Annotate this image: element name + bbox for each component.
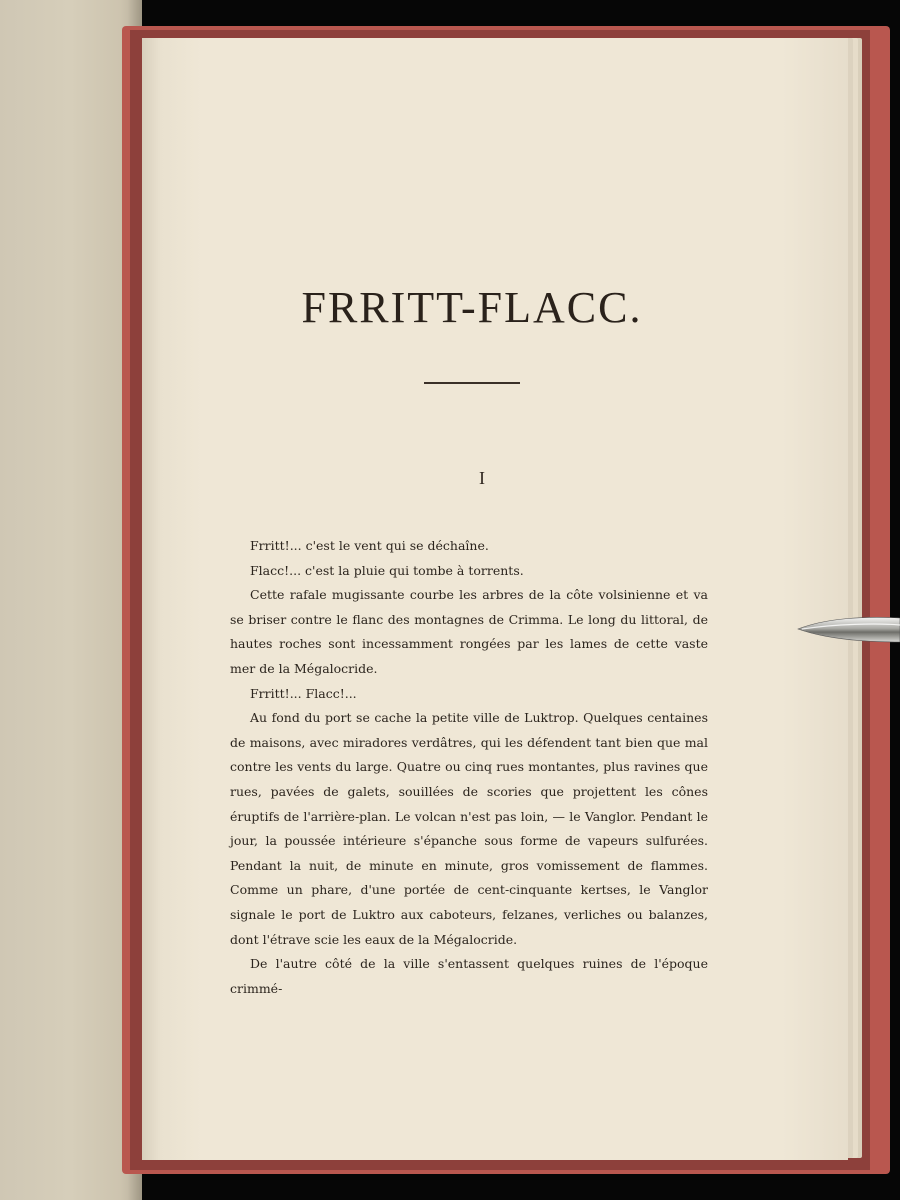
paragraph: Flacc!... c'est la pluie qui tombe à torrents. bbox=[250, 562, 524, 578]
title-rule bbox=[424, 382, 520, 384]
paragraph: De l'autre côté de la ville s'entassent quelques ruines de l'époque crimmé- bbox=[230, 956, 708, 996]
paragraph: Frritt!... c'est le vent qui se déchaîne. bbox=[250, 538, 489, 553]
paragraph: Frritt!... Flacc!... bbox=[250, 685, 357, 701]
chapter-number: I bbox=[479, 468, 485, 488]
letter-opener-blade bbox=[796, 612, 900, 646]
left-facing-page bbox=[0, 0, 140, 1200]
page-title: FRRITT-FLACC. bbox=[301, 283, 643, 332]
body-text bbox=[230, 534, 708, 1001]
paragraph: Cette rafale mugissante courbe les arbres de la côte volsinienne et va se briser contre le flanc des montagnes de Crimma. Le long du littoral, de hautes roches sont incessamment rongées par les lames de cette vaste mer de la Mégalocride. bbox=[230, 587, 708, 676]
paragraph: Au fond du port se cache la petite ville de Luktrop. Quelques centaines de maisons, avec miradores verdâtres, qui les défendent tant bien que mal contre les vents du large. Quatre ou cinq rues montantes, plus ravines que rues, pavées de galets, souillées de scories que projettent les cônes éruptifs de l'arrière-plan. Le volcan n'est pas loin, — le Vanglor. Pendant le jour, la poussée intérieure s'épanche sous forme de vapeurs sulfurées. Pendant la nuit, de minute en minute, gros vomissement de flammes. Comme un phare, d'une portée de cent-cinquante kertses, le Vanglor signale le port de Luktro aux caboteurs, felzanes, verliches ou balanzes, dont l'étrave scie les eaux de la Mégalocride. bbox=[230, 710, 708, 947]
